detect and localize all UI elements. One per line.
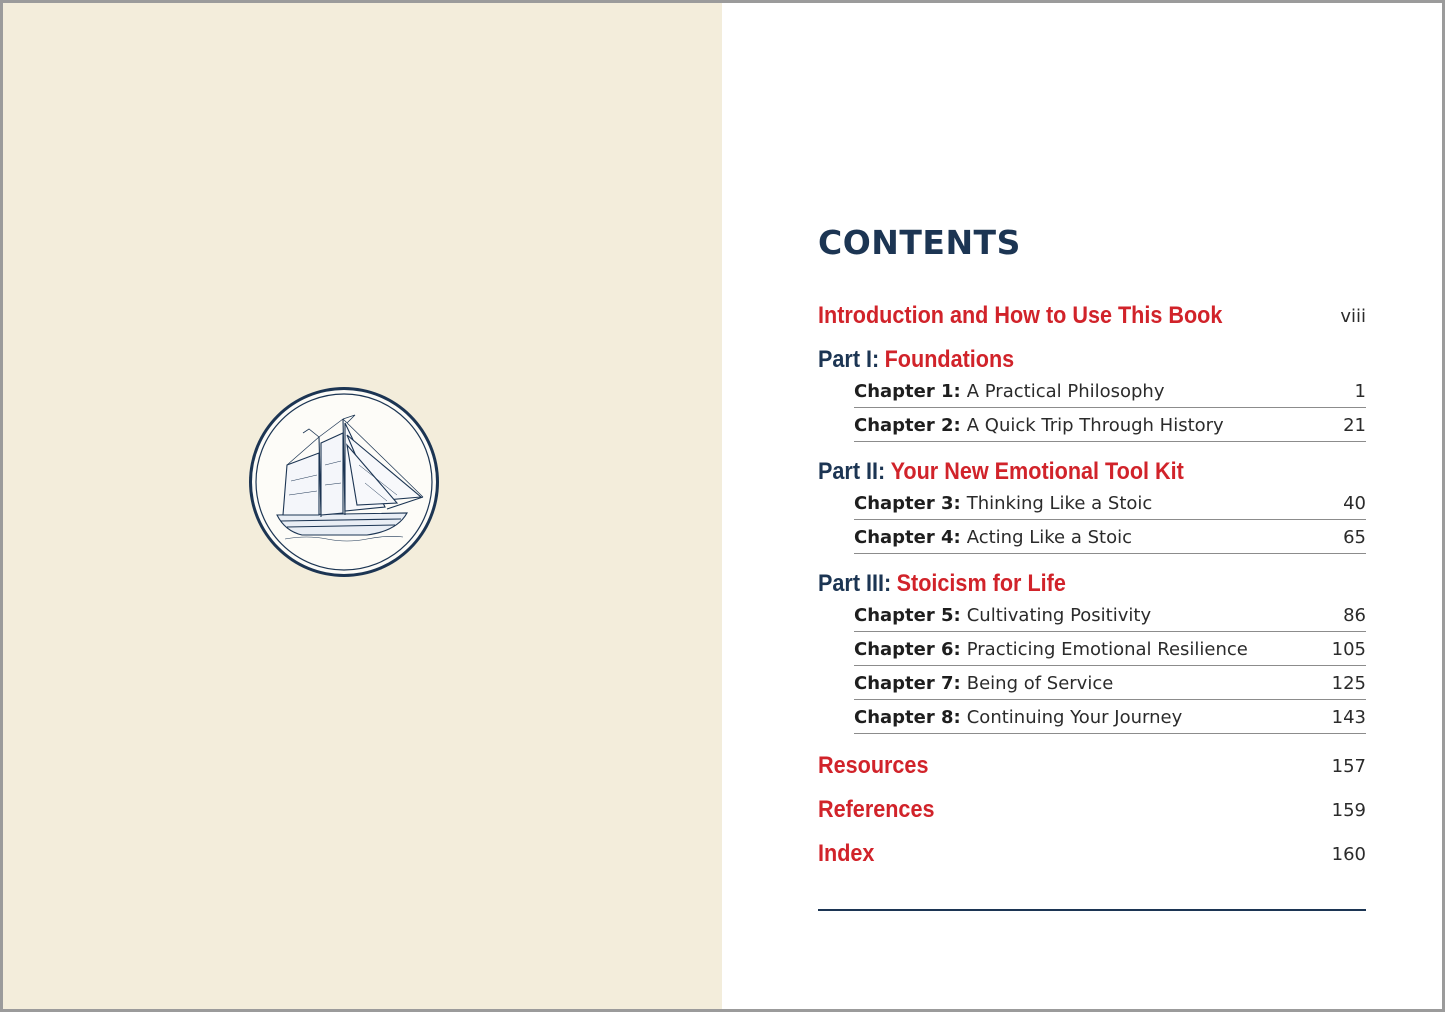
chapter-title: Continuing Your Journey — [966, 706, 1183, 728]
chapter-title: A Practical Philosophy — [966, 380, 1165, 402]
toc-entry-resources — [818, 749, 1366, 783]
part-title: Foundations — [884, 346, 1015, 373]
part-heading — [818, 567, 1066, 601]
chapter-title: Thinking Like a Stoic — [966, 492, 1153, 514]
chapter-row — [854, 487, 1366, 520]
chapter-prefix: Chapter 6: — [854, 638, 961, 660]
chapter-row — [854, 701, 1366, 734]
part-prefix: Part II: — [818, 458, 886, 485]
right-page — [722, 3, 1442, 1009]
chapter-prefix: Chapter 4: — [854, 526, 961, 548]
chapter-prefix: Chapter 2: — [854, 414, 961, 436]
part-heading — [818, 343, 1014, 377]
chapter-row — [854, 599, 1366, 632]
toc-entry-label: Resources — [818, 752, 929, 779]
part-heading — [818, 455, 1184, 489]
toc-entry-label: Index — [818, 840, 875, 867]
part-title: Your New Emotional Tool Kit — [890, 458, 1184, 485]
bottom-divider — [818, 909, 1366, 911]
toc-entry-label: References — [818, 796, 935, 823]
toc-page-number: 160 — [1331, 843, 1366, 865]
toc-entry-references — [818, 793, 1366, 827]
chapter-row — [854, 633, 1366, 666]
toc-page-number: 21 — [1343, 414, 1366, 436]
chapter-prefix: Chapter 5: — [854, 604, 961, 626]
toc-entry-label: Introduction and How to Use This Book — [818, 302, 1223, 329]
chapter-row — [854, 409, 1366, 442]
chapter-title: Acting Like a Stoic — [966, 526, 1132, 548]
chapter-title: A Quick Trip Through History — [966, 414, 1224, 436]
toc-page-number: 86 — [1343, 604, 1366, 626]
part-title: Stoicism for Life — [896, 570, 1066, 597]
chapter-title: Cultivating Positivity — [966, 604, 1152, 626]
part-prefix: Part III: — [818, 570, 892, 597]
part-prefix: Part I: — [818, 346, 880, 373]
toc-page-number: 1 — [1354, 380, 1366, 402]
toc-page-number: 157 — [1331, 755, 1366, 777]
chapter-title: Practicing Emotional Resilience — [966, 638, 1248, 660]
toc-page-number: viii — [1340, 305, 1366, 327]
chapter-prefix: Chapter 1: — [854, 380, 961, 402]
left-page — [3, 3, 722, 1009]
toc-page-number: 143 — [1331, 706, 1366, 728]
toc-page-number: 40 — [1343, 492, 1366, 514]
chapter-row — [854, 521, 1366, 554]
page-title: CONTENTS — [818, 223, 1021, 262]
chapter-prefix: Chapter 3: — [854, 492, 961, 514]
chapter-title: Being of Service — [966, 672, 1114, 694]
chapter-row — [854, 667, 1366, 700]
chapter-prefix: Chapter 8: — [854, 706, 961, 728]
chapter-prefix: Chapter 7: — [854, 672, 961, 694]
toc-page-number: 65 — [1343, 526, 1366, 548]
sailing-ship-icon — [247, 385, 441, 579]
toc-page-number: 105 — [1331, 638, 1366, 660]
toc-entry-index — [818, 837, 1366, 871]
toc-page-number: 159 — [1331, 799, 1366, 821]
chapter-row — [854, 375, 1366, 408]
toc-entry-introduction — [818, 299, 1366, 333]
book-spread — [3, 3, 1442, 1009]
toc-page-number: 125 — [1331, 672, 1366, 694]
